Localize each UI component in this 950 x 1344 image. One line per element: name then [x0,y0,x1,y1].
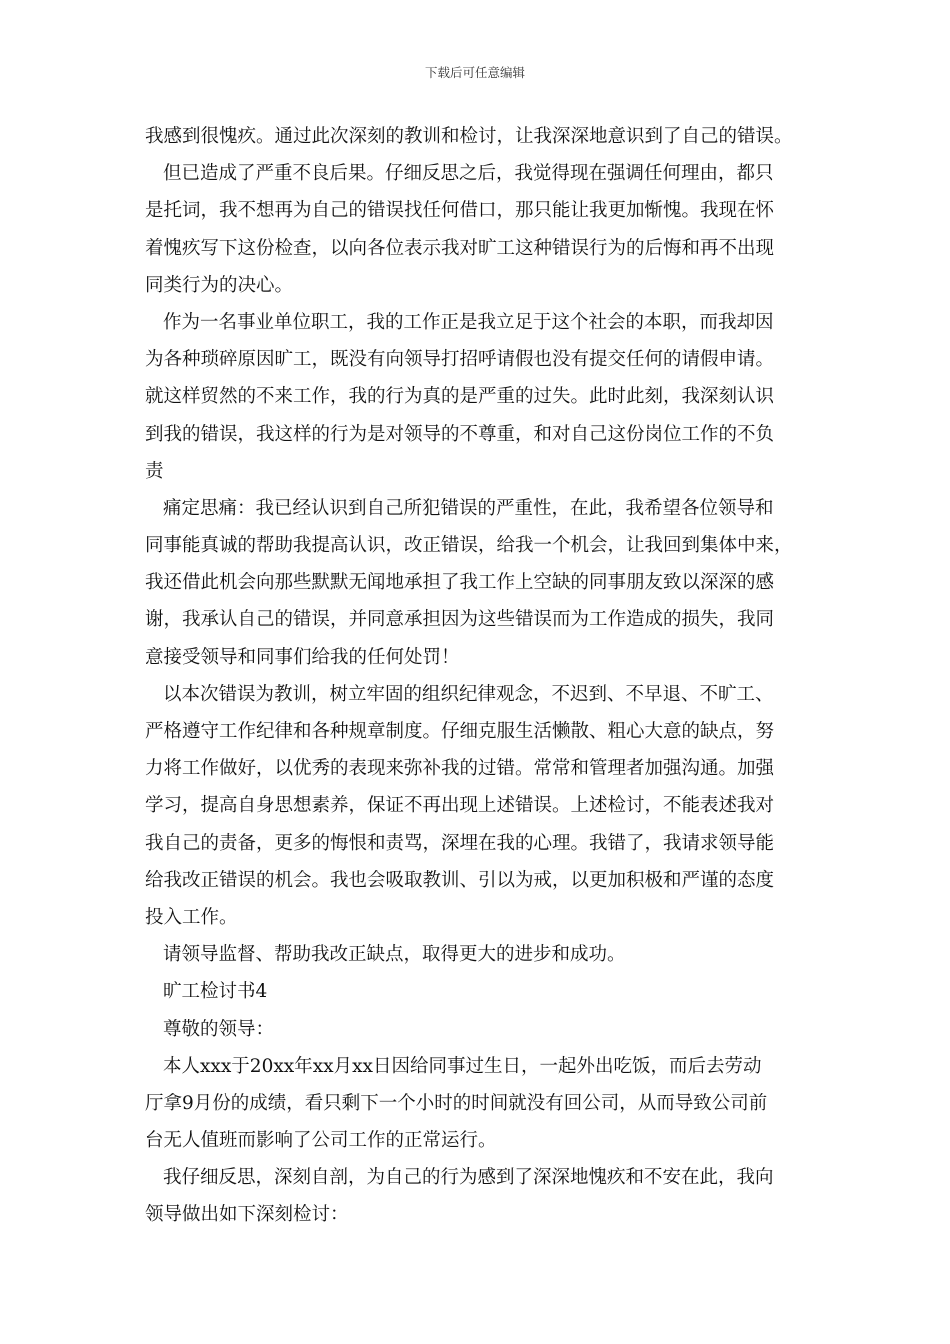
document-body [145,118,813,1234]
text-line: 给我改正错误的机会。我也会吸取教训、引以为戒，以更加积极和严谨的态度 [145,869,775,891]
paragraph-start: 痛定思痛：我已经认识到自己所犯错误的严重性，在此，我希望各位领导和 [163,497,774,519]
text-line: 责 [145,460,164,482]
text-line: 投入工作。 [145,906,238,928]
text-line: 就这样贸然的不来工作，我的行为真的是严重的过失。此时此刻，我深刻认识 [145,386,775,408]
text-line: 着愧疚写下这份检查，以向各位表示我对旷工这种错误行为的后悔和再不出现 [145,237,775,259]
text-line: 谢，我承认自己的错误，并同意承担因为这些错误而为工作造成的损失，我同 [145,609,775,631]
paragraph-start: 我仔细反思，深刻自剖，为自己的行为感到了深深地愧疚和不安在此，我向 [163,1167,774,1189]
text-line: 同类行为的决心。 [145,274,294,296]
text-line: 力将工作做好，以优秀的表现来弥补我的过错。常常和管理者加强沟通。加强 [145,758,775,780]
text-line: 为各种琐碎原因旷工，既没有向领导打招呼请假也没有提交任何的请假申请。 [145,349,775,371]
text-line: 领导做出如下深刻检讨： [145,1204,349,1226]
text-line: 意接受领导和同事们给我的任何处罚！ [145,646,460,668]
paragraph-start: 本人xxx于20xx年xx月xx日因给同事过生日，一起外出吃饭，而后去劳动 [163,1055,762,1077]
text-line: 我还借此机会向那些默默无闻地承担了我工作上空缺的同事朋友致以深深的感 [145,572,775,594]
page-header: 下载后可任意编辑 [424,65,525,80]
text-line: 同事能真诚的帮助我提高认识，改正错误，给我一个机会，让我回到集体中来， [145,535,793,557]
paragraph-start: 但已造成了严重不良后果。仔细反思之后，我觉得现在强调任何理由，都只 [163,163,774,185]
text-line: 到我的错误，我这样的行为是对领导的不尊重，和对自己这份岗位工作的不负 [145,423,775,445]
text-line: 厅拿9月份的成绩，看只剩下一个小时的时间就没有回公司，从而导致公司前 [145,1092,768,1114]
salutation: 尊敬的领导： [163,1018,275,1040]
text-line: 我自己的责备，更多的悔恨和责骂，深埋在我的心理。我错了，我请求领导能 [145,832,775,854]
text-line: 我感到很愧疚。通过此次深刻的教训和检讨，让我深深地意识到了自己的错误。 [145,126,793,147]
text-line: 台无人值班而影响了公司工作的正常运行。 [145,1130,497,1152]
paragraph-start: 作为一名事业单位职工，我的工作正是我立足于这个社会的本职，而我却因 [163,311,774,333]
text-line: 严格遵守工作纪律和各种规章制度。仔细克服生活懒散、粗心大意的缺点，努 [145,721,775,742]
paragraph-start: 以本次错误为教训，树立牢固的组织纪律观念，不迟到、不早退、不旷工、 [163,683,774,705]
section-heading: 旷工检讨书4 [163,981,268,1003]
text-line: 是托词，我不想再为自己的错误找任何借口，那只能让我更加惭愧。我现在怀 [145,200,775,222]
text-line: 学习，提高自身思想素养，保证不再出现上述错误。上述检讨，不能表述我对 [145,795,775,817]
paragraph-start: 请领导监督、帮助我改正缺点，取得更大的进步和成功。 [163,944,626,966]
